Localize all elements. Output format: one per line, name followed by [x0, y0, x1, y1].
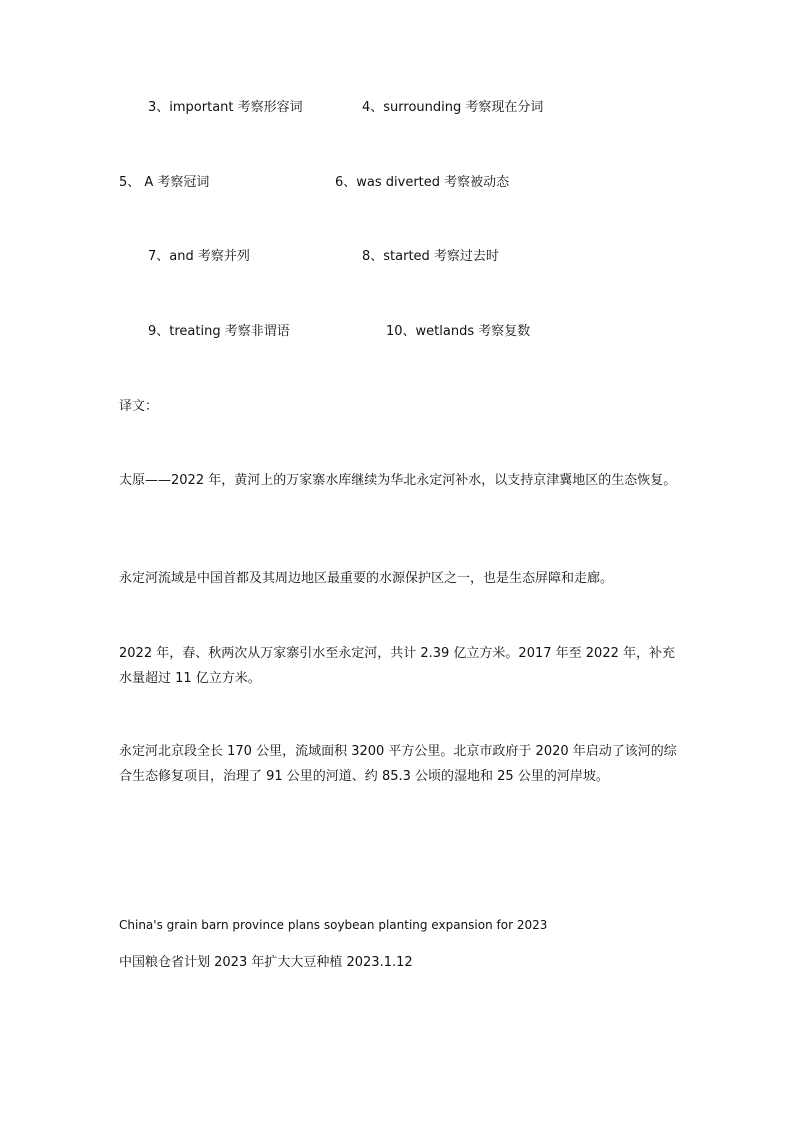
answer-5: 5、 A 考察冠词 [119, 175, 210, 190]
answer-8: 8、started 考察过去时 [362, 249, 499, 264]
translation-paragraph-4: 永定河北京段全长 170 公里，流域面积 3200 平方公里。北京市政府于 2020 年启动了该河的综合生态修复项目，治理了 91 公里的河道、约 85.3 公顷的湿地和 25 公里的河岸坡。 [119, 744, 677, 784]
translation-paragraph-2: 永定河流域是中国首都及其周边地区最重要的水源保护区之一，也是生态屏障和走廊。 [119, 571, 614, 586]
translation-paragraph-1: 太原——2022 年，黄河上的万家寨水库继续为华北永定河补水，以支持京津冀地区的生态恢复。 [119, 473, 677, 488]
translation-label: 译文： [119, 399, 159, 414]
answer-4: 4、surrounding 考察现在分词 [362, 100, 544, 115]
translation-paragraph-3: 2022 年，春、秋两次从万家寨引水至永定河，共计 2.39 亿立方米。2017 年至 2022 年，补充水量超过 11 亿立方米。 [119, 646, 675, 686]
answer-3: 3、important 考察形容词 [148, 100, 303, 115]
answer-6: 6、was diverted 考察被动态 [335, 175, 510, 190]
article-title-zh: 中国粮仓省计划 2023 年扩大大豆种植 2023.1.12 [119, 955, 413, 970]
article-title-en: China's grain barn province plans soybean planting expansion for 2023 [119, 918, 548, 932]
answer-7: 7、and 考察并列 [148, 249, 250, 264]
answer-9: 9、treating 考察非谓语 [148, 324, 290, 339]
answer-10: 10、wetlands 考察复数 [386, 324, 531, 339]
